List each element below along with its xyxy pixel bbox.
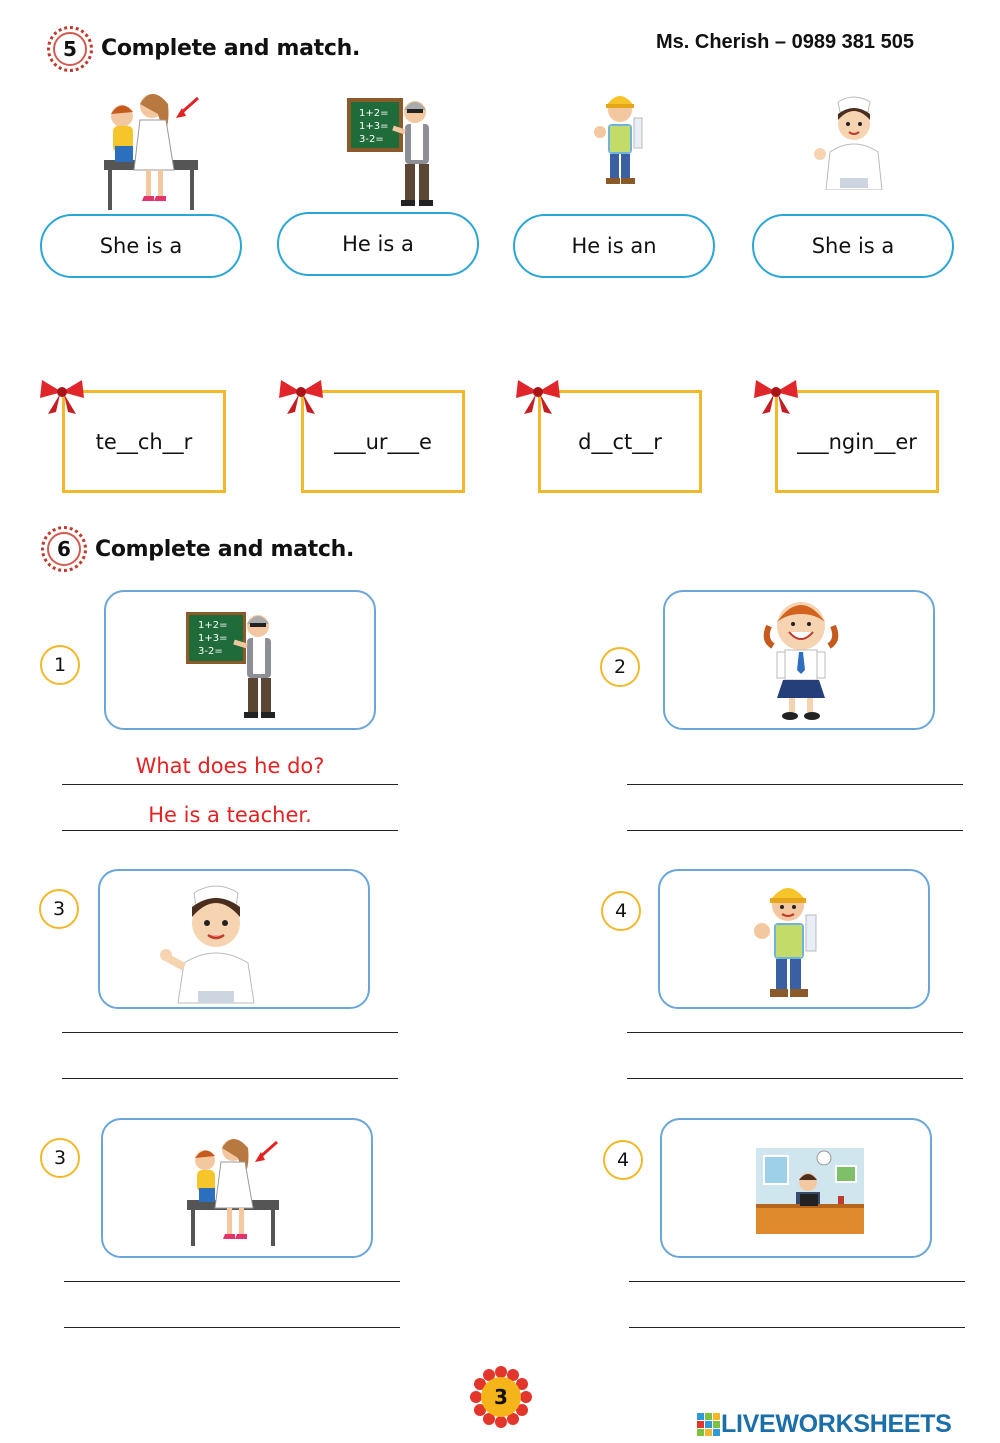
sentence-pill-3[interactable]: He is an bbox=[513, 214, 715, 278]
item-number-3: 3 bbox=[39, 889, 79, 929]
page-number-flower bbox=[470, 1366, 532, 1428]
section-5-badge bbox=[47, 26, 93, 72]
section-6-title: Complete and match. bbox=[95, 537, 355, 562]
item-number-2: 2 bbox=[600, 647, 640, 687]
answer-line[interactable] bbox=[62, 1078, 398, 1079]
picture-frame-doctor bbox=[101, 1118, 373, 1258]
teacher-illustration bbox=[184, 608, 284, 720]
svg-text:1+3=: 1+3= bbox=[359, 121, 389, 132]
nurse-illustration bbox=[812, 92, 894, 190]
liveworksheets-logo-icon bbox=[697, 1413, 721, 1437]
teacher-credit: Ms. Cherish – 0989 381 505 bbox=[656, 31, 914, 53]
schoolgirl-illustration bbox=[763, 596, 839, 724]
svg-text:3-2=: 3-2= bbox=[359, 134, 384, 145]
engineer-illustration bbox=[590, 88, 650, 190]
word-box-3-text: d__ct__r bbox=[578, 429, 662, 454]
bow-icon bbox=[752, 376, 800, 416]
svg-text:1+2=: 1+2= bbox=[198, 620, 228, 631]
picture-frame-schoolgirl bbox=[663, 590, 935, 730]
answer-line[interactable] bbox=[627, 1078, 963, 1079]
answer-line[interactable] bbox=[62, 1032, 398, 1033]
word-box-1-text: te__ch__r bbox=[95, 429, 193, 454]
picture-frame-office-worker bbox=[660, 1118, 932, 1258]
bow-icon bbox=[277, 376, 325, 416]
sentence-pill-1[interactable]: She is a bbox=[40, 214, 242, 278]
word-box-4-text: ___ngin__er bbox=[797, 429, 917, 454]
answer-line[interactable] bbox=[627, 784, 963, 785]
answer-line[interactable] bbox=[627, 830, 963, 831]
answer-line[interactable] bbox=[64, 1281, 400, 1282]
word-box-3[interactable] bbox=[538, 390, 702, 493]
section-6-number: 6 bbox=[57, 537, 71, 561]
picture-frame-teacher bbox=[104, 590, 376, 730]
answer-line[interactable] bbox=[62, 830, 398, 831]
section-6-badge bbox=[41, 526, 87, 572]
nurse-illustration bbox=[160, 879, 270, 1005]
doctor-illustration bbox=[185, 1134, 295, 1252]
svg-text:3-2=: 3-2= bbox=[198, 646, 223, 657]
answer-line[interactable] bbox=[627, 1032, 963, 1033]
bow-icon bbox=[514, 376, 562, 416]
svg-text:1+2=: 1+2= bbox=[359, 108, 389, 119]
teacher-illustration bbox=[345, 94, 445, 209]
word-box-2[interactable] bbox=[301, 390, 465, 493]
word-box-1[interactable] bbox=[62, 390, 226, 493]
answer-reply-1: He is a teacher. bbox=[148, 803, 312, 827]
item-number-6: 4 bbox=[603, 1140, 643, 1180]
item-number-1: 1 bbox=[40, 645, 80, 685]
engineer-illustration bbox=[752, 877, 828, 1005]
answer-question-1: What does he do? bbox=[135, 754, 325, 778]
answer-line[interactable] bbox=[64, 1327, 400, 1328]
answer-line[interactable] bbox=[629, 1281, 965, 1282]
doctor-illustration bbox=[100, 86, 210, 211]
bow-icon bbox=[38, 376, 86, 416]
sentence-pill-4[interactable]: She is a bbox=[752, 214, 954, 278]
page-number: 3 bbox=[494, 1385, 508, 1409]
answer-line[interactable] bbox=[62, 784, 398, 785]
item-number-4: 4 bbox=[601, 891, 641, 931]
picture-frame-engineer bbox=[658, 869, 930, 1009]
sentence-pill-2[interactable]: He is a bbox=[277, 212, 479, 276]
picture-frame-nurse bbox=[98, 869, 370, 1009]
answer-line[interactable] bbox=[629, 1327, 965, 1328]
svg-text:1+3=: 1+3= bbox=[198, 633, 228, 644]
liveworksheets-brand: LIVEWORKSHEETS bbox=[721, 1410, 952, 1438]
liveworksheets-logo[interactable] bbox=[697, 1410, 952, 1439]
item-number-5: 3 bbox=[40, 1138, 80, 1178]
word-box-2-text: ___ur___e bbox=[334, 429, 432, 454]
office-worker-illustration bbox=[756, 1148, 864, 1234]
section-5-number: 5 bbox=[63, 37, 77, 61]
section-5-title: Complete and match. bbox=[101, 36, 361, 61]
